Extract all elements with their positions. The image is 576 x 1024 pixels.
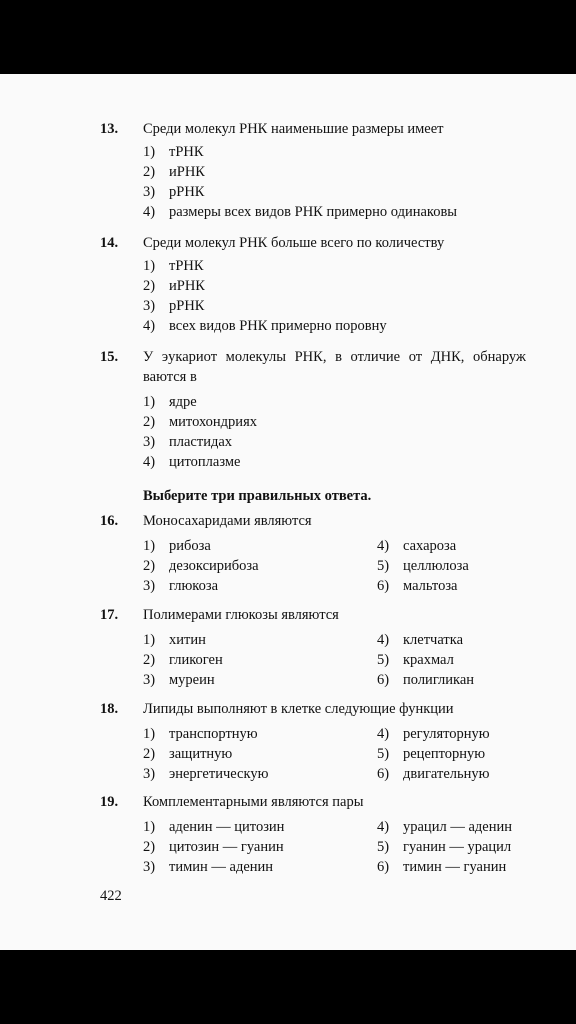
question-number: 17. bbox=[100, 607, 119, 623]
option: 3) тимин — аденин bbox=[143, 859, 274, 875]
option: 3) рРНК bbox=[143, 184, 205, 200]
option: 5) рецепторную bbox=[377, 746, 486, 762]
option: 3) муреин bbox=[143, 672, 215, 688]
question-text: Моносахаридами являются bbox=[143, 513, 312, 529]
option: 1) транспортную bbox=[143, 726, 258, 742]
option: 5) крахмал bbox=[377, 652, 454, 668]
question-number: 16. bbox=[100, 513, 119, 529]
option: 4) размеры всех видов РНК примерно одинаковы bbox=[143, 204, 458, 220]
option: 5) целлюлоза bbox=[377, 558, 469, 574]
option: 3) глюкоза bbox=[143, 578, 219, 594]
option: 3) пластидах bbox=[143, 434, 233, 450]
option: 2) митохондриях bbox=[143, 414, 257, 430]
option: 2) дезоксирибоза bbox=[143, 558, 259, 574]
option: 5) гуанин — урацил bbox=[377, 839, 512, 855]
option: 3) энергетическую bbox=[143, 766, 269, 782]
option: 6) полигликан bbox=[377, 672, 475, 688]
option: 1) хитин bbox=[143, 632, 206, 648]
question-number: 14. bbox=[100, 235, 119, 251]
option: 4) клетчатка bbox=[377, 632, 464, 648]
question-number: 19. bbox=[100, 794, 119, 810]
option: 4) сахароза bbox=[377, 538, 457, 554]
option: 2) иРНК bbox=[143, 278, 205, 294]
question-text: Среди молекул РНК больше всего по количеству bbox=[143, 235, 445, 251]
option: 4) всех видов РНК примерно поровну bbox=[143, 318, 387, 334]
question-text: У эукариот молекулы РНК, в отличие от ДНК, обнаруж bbox=[143, 349, 526, 365]
option: 2) защитную bbox=[143, 746, 233, 762]
option: 1) аденин — цитозин bbox=[143, 819, 285, 835]
option: 1) ядре bbox=[143, 394, 197, 410]
section-heading: Выберите три правильных ответа. bbox=[143, 488, 372, 504]
option: 1) рибоза bbox=[143, 538, 211, 554]
textbook-page bbox=[0, 74, 576, 950]
question-text: Полимерами глюкозы являются bbox=[143, 607, 339, 623]
option: 2) цитозин — гуанин bbox=[143, 839, 284, 855]
option: 6) двигательную bbox=[377, 766, 490, 782]
option: 6) тимин — гуанин bbox=[377, 859, 507, 875]
question-number: 15. bbox=[100, 349, 119, 365]
option: 6) мальтоза bbox=[377, 578, 458, 594]
option: 2) гликоген bbox=[143, 652, 223, 668]
option: 4) урацил — аденин bbox=[377, 819, 512, 835]
question-text: Среди молекул РНК наименьшие размеры имеет bbox=[143, 121, 444, 137]
option: 2) иРНК bbox=[143, 164, 205, 180]
question-text-continued: ваются в bbox=[143, 369, 197, 385]
option: 4) цитоплазме bbox=[143, 454, 241, 470]
option: 1) тРНК bbox=[143, 258, 204, 274]
option: 1) тРНК bbox=[143, 144, 204, 160]
option: 3) рРНК bbox=[143, 298, 205, 314]
page-number: 422 bbox=[100, 888, 122, 904]
option: 4) регуляторную bbox=[377, 726, 490, 742]
question-text: Липиды выполняют в клетке следующие функции bbox=[143, 701, 454, 717]
question-text: Комплементарными являются пары bbox=[143, 794, 364, 810]
question-number: 18. bbox=[100, 701, 119, 717]
question-number: 13. bbox=[100, 121, 119, 137]
